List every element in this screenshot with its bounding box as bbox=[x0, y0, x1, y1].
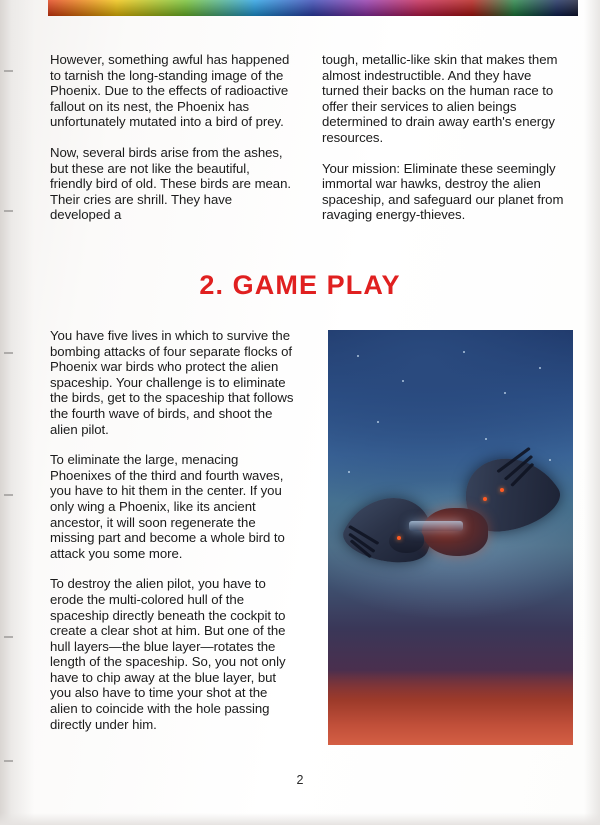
color-bar-banner bbox=[48, 0, 578, 16]
binding-mark bbox=[4, 636, 13, 638]
section-heading: 2. GAME PLAY bbox=[199, 270, 401, 300]
binding-mark bbox=[4, 494, 13, 496]
paragraph: However, something awful has happened to tarnish the long-standing image of the Phoenix. Due to the effects of radioactive fallout on its nest, the Phoenix has unfortunately mutated into a bird of prey. bbox=[50, 52, 290, 130]
star-icon bbox=[402, 380, 404, 382]
page-bottom-edge-shadow bbox=[0, 813, 600, 825]
feather bbox=[510, 464, 534, 488]
artwork-horizon bbox=[328, 670, 573, 745]
intro-left-column bbox=[50, 52, 292, 223]
intro-right-column bbox=[322, 52, 572, 223]
paragraph: To eliminate the large, menacing Phoenixes of the third and fourth waves, you have to hit them in the center. If you only wing a Phoenix, like its ancient ancestor, it will soon regenerate the missing part and become a whole bird to attack you some more. bbox=[50, 452, 285, 561]
binding-mark bbox=[4, 760, 13, 762]
paragraph: Now, several birds arise from the ashes, but these are not like the beautiful, friendly bird of old. These birds are mean. Their cries are shrill. They have developed a bbox=[50, 144, 291, 223]
bird-eye-icon bbox=[397, 536, 401, 540]
binding-mark bbox=[4, 210, 13, 212]
bird-body bbox=[422, 508, 488, 556]
paragraph: tough, metallic-like skin that makes them almost indestructible. And they have turned their backs on the human race to offer their services to alien beings determined to drain away earth's energy resources. bbox=[322, 52, 558, 145]
phoenix-artwork bbox=[328, 330, 573, 745]
page-number: 2 bbox=[296, 773, 304, 787]
binding-mark bbox=[4, 352, 13, 354]
page-right-edge-shadow bbox=[584, 0, 600, 825]
paragraph: You have five lives in which to survive the bombing attacks of four separate flocks of Phoenix war birds who protect the alien spaceship. Your challenge is to eliminate the birds, get to the spaceship that follows the fourth wave of birds, and shoot the alien pilot. bbox=[50, 328, 294, 437]
gameplay-text-column bbox=[50, 328, 296, 732]
binding-mark bbox=[4, 70, 13, 72]
color-bar-shading bbox=[48, 0, 578, 16]
bird-head bbox=[389, 528, 424, 553]
paragraph: To destroy the alien pilot, you have to erode the multi-colored hull of the spaceship directly beneath the cockpit to create a clear shot at him. But one of the hull layers—the blue layer—rotates the length of the spaceship. So, you not only have to chip away at the blue layer, but you also have to time your shot at the alien to coincide with the hole passing directly under him. bbox=[50, 576, 286, 732]
star-icon bbox=[485, 438, 487, 440]
phoenix-bird bbox=[348, 455, 554, 596]
star-icon bbox=[463, 351, 465, 353]
alien-spaceship bbox=[409, 521, 463, 531]
paragraph: Your mission: Eliminate these seemingly immortal war hawks, destroy the alien spaceship, and safeguard our planet from ravaging energy-thieves. bbox=[322, 160, 564, 223]
page-left-edge-shadow bbox=[0, 0, 34, 825]
